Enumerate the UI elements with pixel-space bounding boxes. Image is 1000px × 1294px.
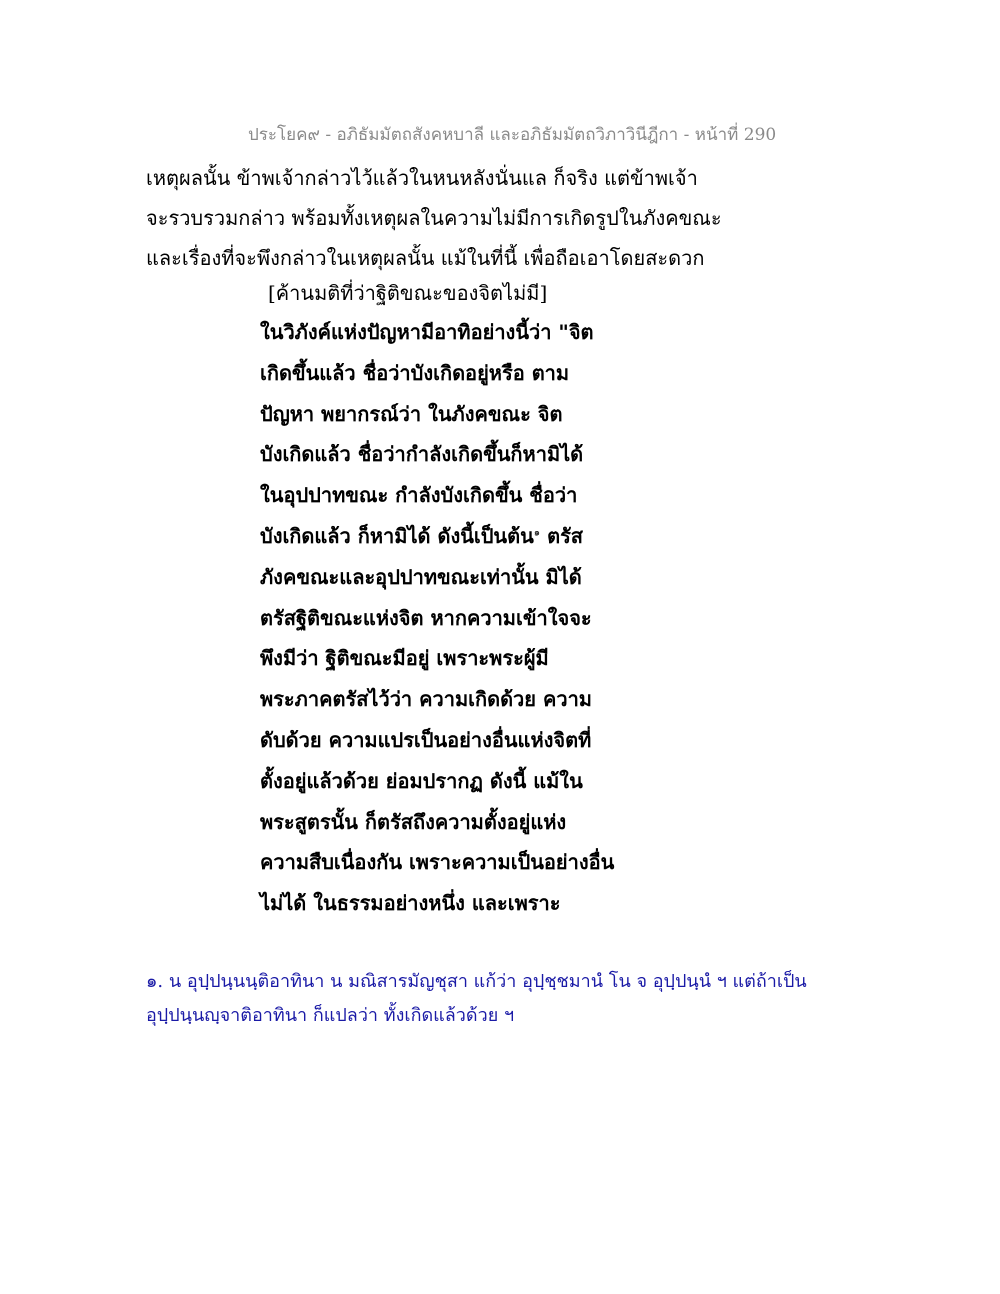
- quote-line: ตรัสฐิติขณะแห่งจิต หากความเข้าใจจะ: [260, 605, 592, 630]
- quote-line: พระสูตรนั้น ก็ตรัสถึงความตั้งอยู่แห่ง: [260, 809, 567, 834]
- quote-line: ไม่ได้ ในธรรมอย่างหนึ่ง และเพราะ: [260, 891, 561, 916]
- footnote-line: อุปฺปนฺนญฺจาติอาทินา ก็แปลว่า ทั้งเกิดแล้วด้วย ฯ: [146, 1005, 515, 1026]
- quote-line: ในวิภังค์แห่งปัญหามีอาทิอย่างนี้ว่า "จิต: [260, 320, 594, 344]
- quote-line: พึงมีว่า ฐิติขณะมีอยู่ เพราะพระผู้มี: [260, 646, 549, 671]
- quote-block: [260, 312, 620, 924]
- quote-line: ดับด้วย ความแปรเป็นอย่างอื่นแห่งจิตที่: [260, 727, 592, 752]
- quote-line-text: บังเกิดแล้ว ก็หามิได้ ดังนี้เป็นต้น: [260, 523, 534, 548]
- quote-line: ความสืบเนื่องกัน เพราะความเป็นอย่างอื่น: [260, 850, 615, 875]
- intro-paragraph: [146, 158, 766, 278]
- quote-line: พระภาคตรัสไว้ว่า ความเกิดด้วย ความ: [260, 687, 592, 712]
- quote-line-tail: ตรัส: [547, 523, 584, 548]
- quote-line: ปัญหา พยากรณ์ว่า ในภังคขณะ จิต: [260, 401, 563, 426]
- section-heading: [ค้านมติที่ว่าฐิติขณะของจิตไม่มี]: [268, 281, 548, 305]
- quote-line: [260, 516, 620, 557]
- intro-line: เหตุผลนั้น ข้าพเจ้ากล่าวไว้แล้วในหนหลังนั่นแล ก็จริง แต่ข้าพเจ้า: [146, 166, 698, 190]
- quote-line: ในอุปปาทขณะ กำลังบังเกิดขึ้น ชื่อว่า: [260, 483, 578, 508]
- footnote-section: [146, 965, 846, 1033]
- quote-line: ตั้งอยู่แล้วด้วย ย่อมปรากฏ ดังนี้ แม้ใน: [260, 768, 583, 793]
- page-header: ประโยค๙ - อภิธัมมัตถสังคหบาลี และอภิธัมมัตถวิภาวินีฎีกา - หน้าที่ 290: [248, 125, 777, 145]
- intro-line: จะรวบรวมกล่าว พร้อมทั้งเหตุผลในความไม่มีการเกิดรูปในภังคขณะ: [146, 206, 722, 230]
- footnote-reference[interactable]: ๑: [533, 527, 541, 539]
- quote-line: ภังคขณะและอุปปาทขณะเท่านั้น มิได้: [260, 564, 582, 589]
- quote-line: บังเกิดแล้ว ชื่อว่ากำลังเกิดขึ้นก็หามิได้: [260, 442, 584, 467]
- quote-line: เกิดขึ้นแล้ว ชื่อว่าบังเกิดอยู่หรือ ตาม: [260, 360, 570, 385]
- intro-line: และเรื่องที่จะพึงกล่าวในเหตุผลนั้น แม้ในที่นี้ เพื่อถือเอาโดยสะดวก: [146, 246, 705, 270]
- footnote-line: ๑. น อุปฺปนฺนนฺติอาทินา น มณิสารมัญชุสา แก้ว่า อุปฺชฺชมานํ โน จ อุปฺปนฺนํ ฯ แต่ถ้าเป็น: [146, 971, 807, 992]
